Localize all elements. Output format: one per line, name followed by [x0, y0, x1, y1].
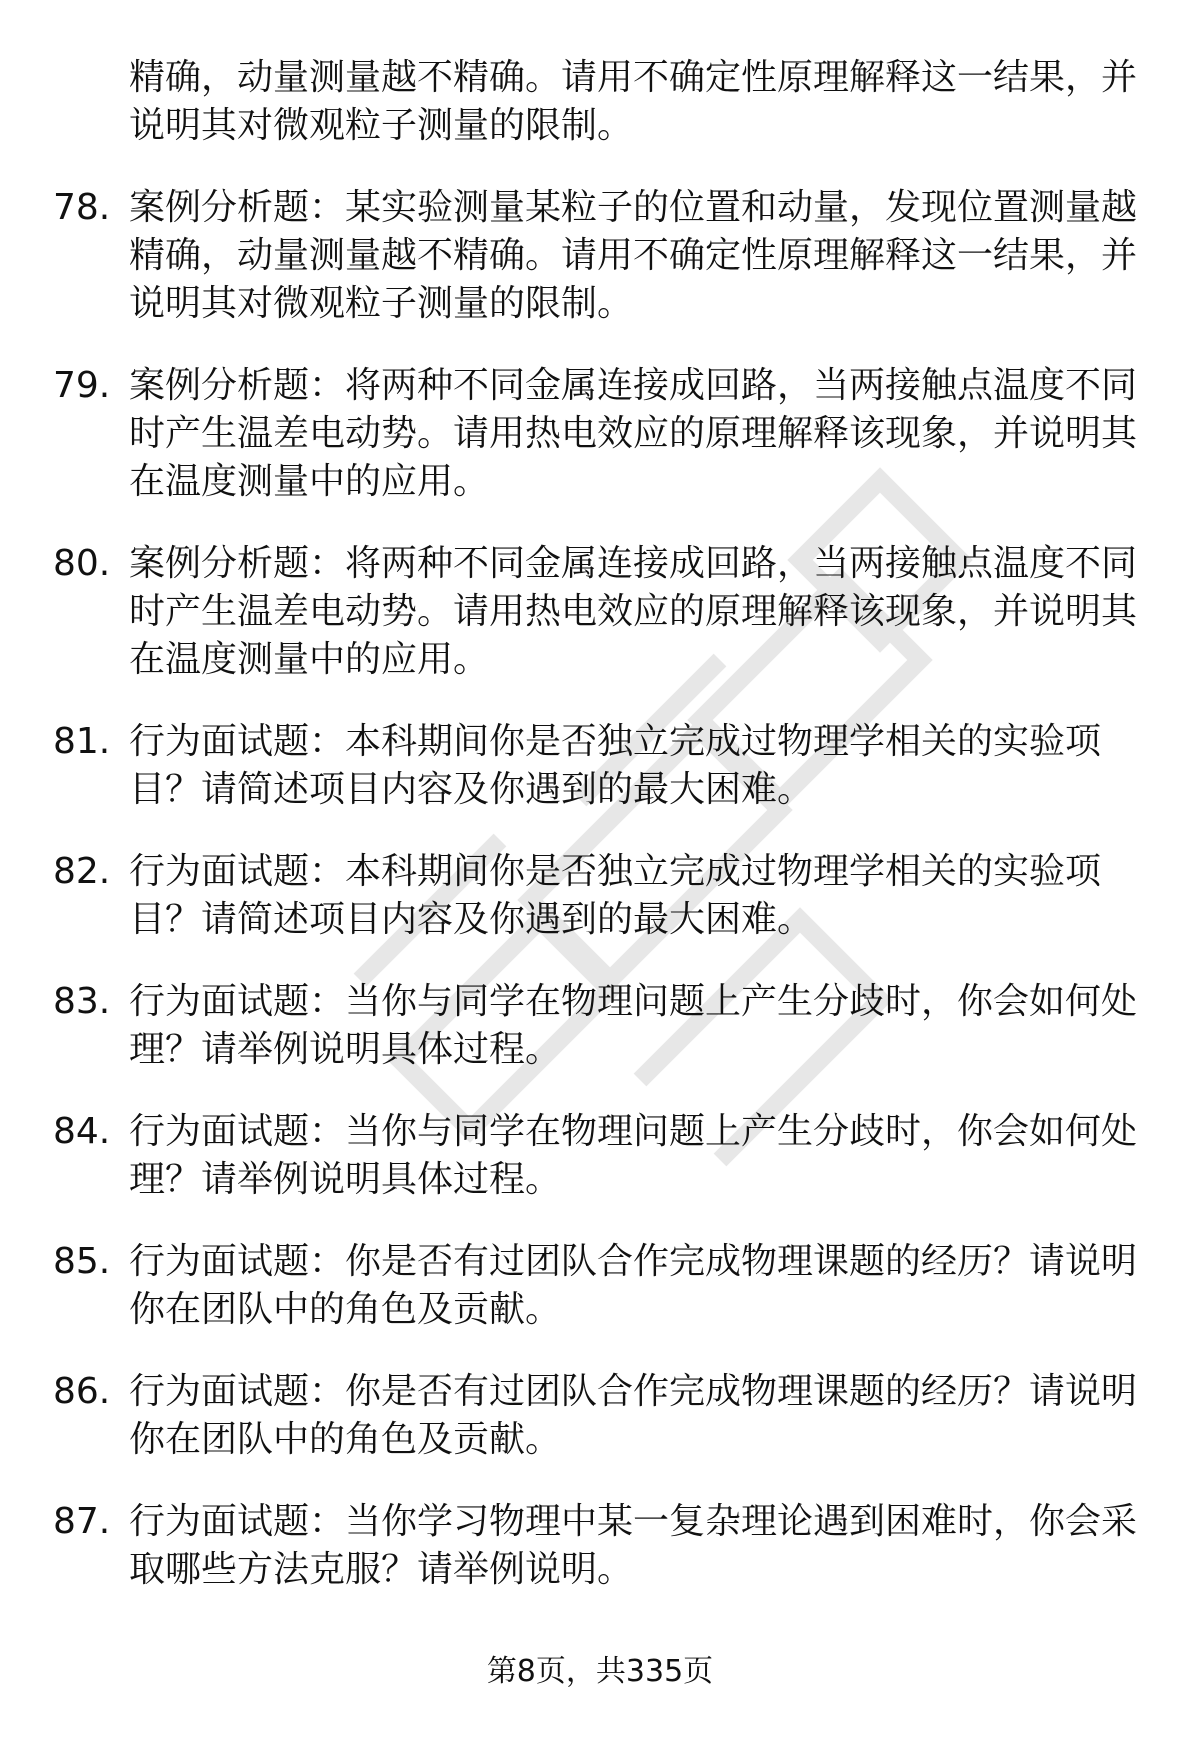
question-text: 行为面试题：你是否有过团队合作完成物理课题的经历？请说明你在团队中的角色及贡献。 — [129, 1371, 1138, 1460]
question-item — [0, 848, 1200, 944]
question-text: 行为面试题：当你与同学在物理问题上产生分歧时，你会如何处理？请举例说明具体过程。 — [129, 981, 1138, 1070]
question-number: 83. — [53, 981, 111, 1022]
question-number: 86. — [53, 1371, 111, 1412]
question-item — [0, 1108, 1200, 1204]
question-number: 84. — [53, 1111, 111, 1152]
question-number: 87. — [53, 1501, 111, 1542]
question-text: 行为面试题：本科期间你是否独立完成过物理学相关的实验项目？请简述项目内容及你遇到的最大困难。 — [129, 851, 1102, 940]
question-number: 78. — [53, 187, 111, 228]
question-item — [0, 1368, 1200, 1464]
question-item — [0, 540, 1200, 684]
question-number: 85. — [53, 1241, 111, 1282]
question-text: 行为面试题：本科期间你是否独立完成过物理学相关的实验项目？请简述项目内容及你遇到的最大困难。 — [129, 721, 1102, 810]
question-number: 80. — [53, 543, 111, 584]
question-item — [0, 184, 1200, 328]
question-number: 82. — [53, 851, 111, 892]
question-text: 行为面试题：你是否有过团队合作完成物理课题的经历？请说明你在团队中的角色及贡献。 — [129, 1241, 1138, 1330]
page-number-footer: 第8页，共335页 — [486, 1654, 714, 1689]
question-item — [0, 1238, 1200, 1334]
question-text: 案例分析题：某实验测量某粒子的位置和动量，发现位置测量越精确，动量测量越不精确。请用不确定性原理解释这一结果，并说明其对微观粒子测量的限制。 — [129, 187, 1138, 324]
document-body — [0, 54, 1200, 1628]
question-item — [0, 1498, 1200, 1594]
question-number: 79. — [53, 365, 111, 406]
question-text: 案例分析题：将两种不同金属连接成回路，当两接触点温度不同时产生温差电动势。请用热电效应的原理解释该现象，并说明其在温度测量中的应用。 — [129, 543, 1138, 680]
question-item — [0, 718, 1200, 814]
question-list — [0, 184, 1200, 1594]
continued-question-text: 精确，动量测量越不精确。请用不确定性原理解释这一结果，并说明其对微观粒子测量的限制。 — [129, 57, 1138, 146]
question-text: 案例分析题：将两种不同金属连接成回路，当两接触点温度不同时产生温差电动势。请用热电效应的原理解释该现象，并说明其在温度测量中的应用。 — [129, 365, 1138, 502]
question-text: 行为面试题：当你与同学在物理问题上产生分歧时，你会如何处理？请举例说明具体过程。 — [129, 1111, 1138, 1200]
question-number: 81. — [53, 721, 111, 762]
question-item — [0, 362, 1200, 506]
question-item — [0, 978, 1200, 1074]
question-text: 行为面试题：当你学习物理中某一复杂理论遇到困难时，你会采取哪些方法克服？请举例说明。 — [129, 1501, 1138, 1590]
